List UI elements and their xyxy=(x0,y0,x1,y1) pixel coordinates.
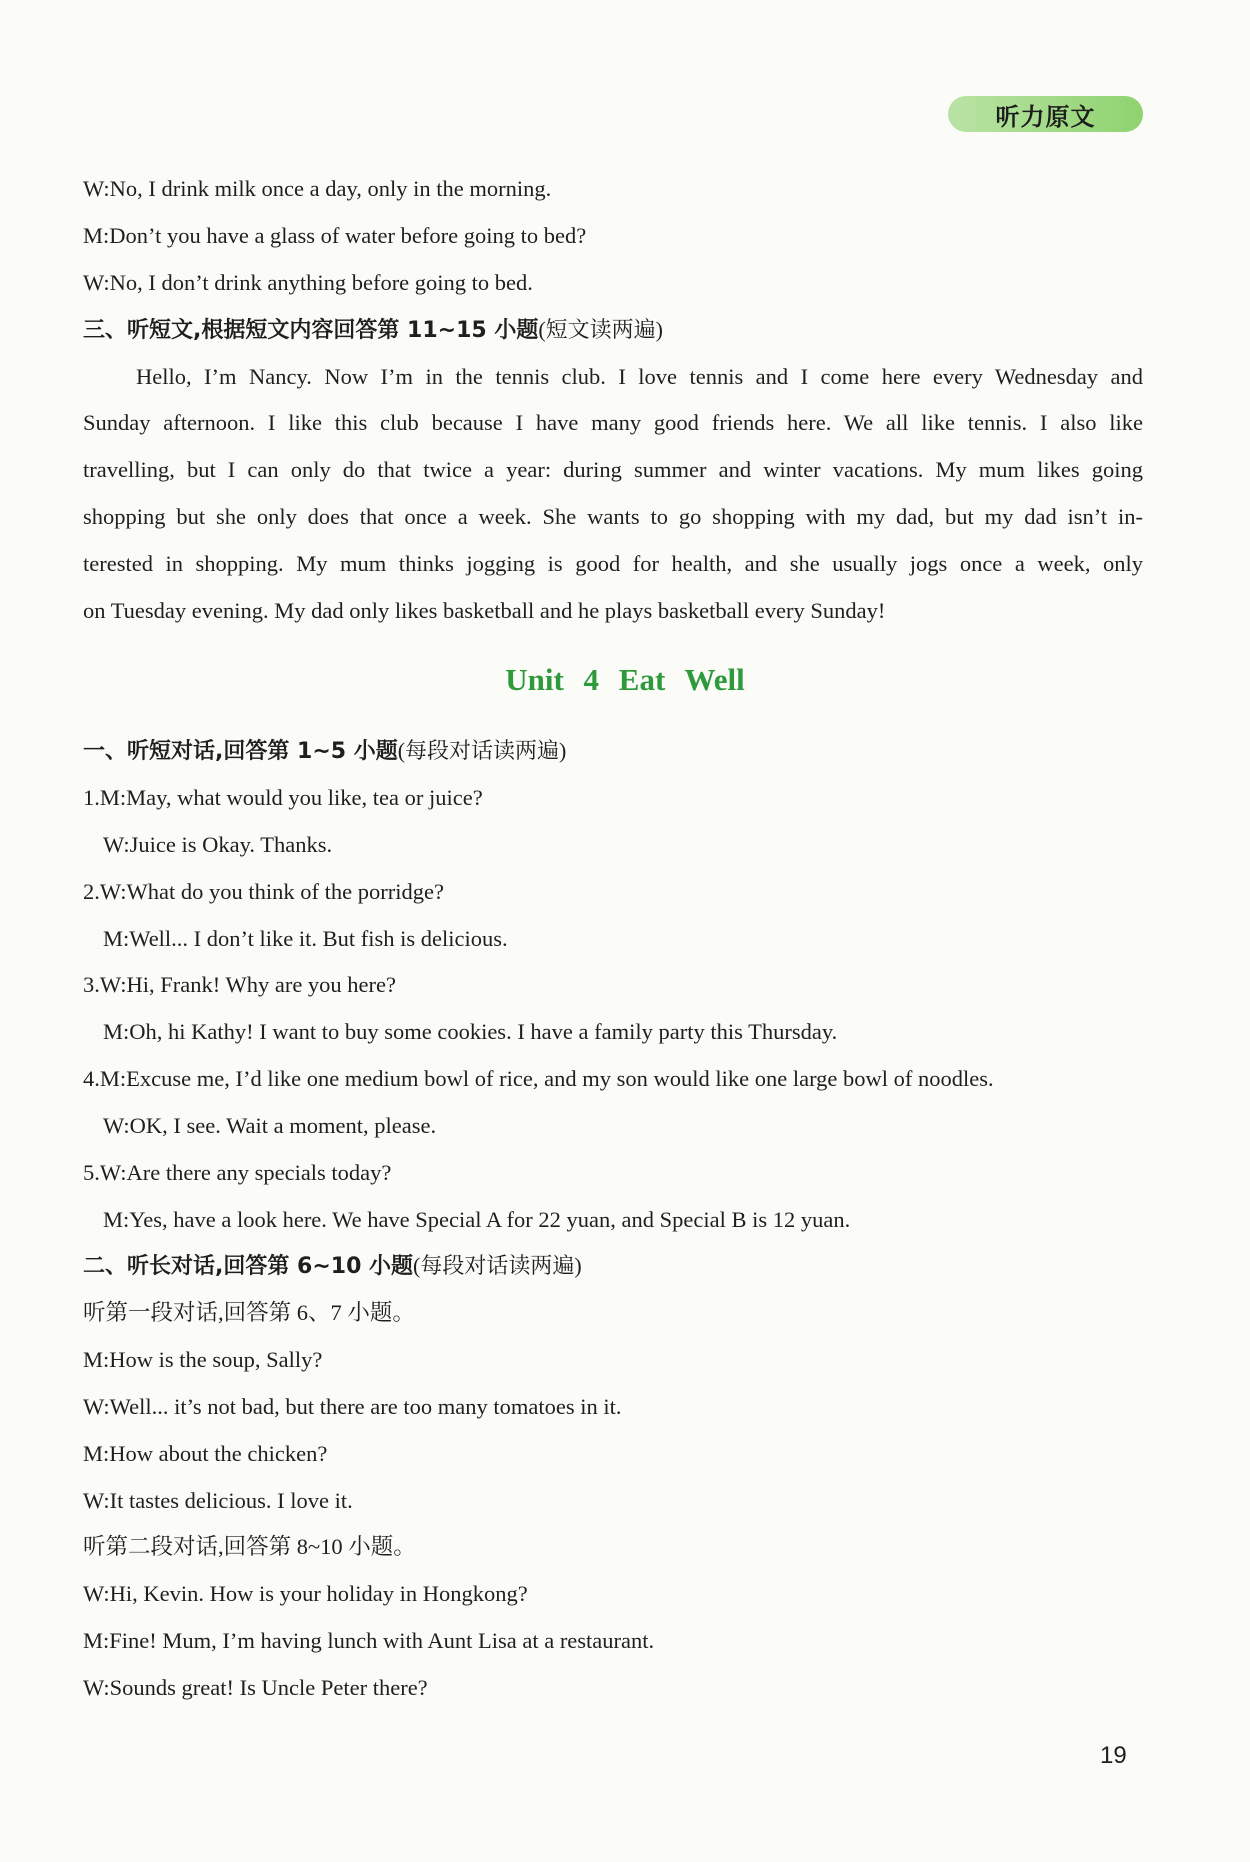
heading-text: 一、听短对话,回答第 1~5 小题 xyxy=(83,739,398,764)
text-line: W:No, I drink milk once a day, only in the morning. xyxy=(83,176,552,201)
dialogue-line: W:Hi, Kevin. How is your holiday in Hongkong? xyxy=(83,1581,528,1606)
dialogue-line: 4.M:Excuse me, I’d like one medium bowl of rice, and my son would like one large bowl of noodles. xyxy=(83,1066,994,1091)
section-heading-1 xyxy=(83,734,1143,769)
dialogue-line: M:How about the chicken? xyxy=(83,1441,328,1466)
heading-text: 三、听短文,根据短文内容回答第 11~15 小题 xyxy=(83,318,539,343)
dialogue-line: M:Yes, have a look here. We have Special A for 22 yuan, and Special B is 12 yuan. xyxy=(103,1207,851,1232)
dialogue-line: W:Well... it’s not bad, but there are too many tomatoes in it. xyxy=(83,1394,622,1419)
passage-line: shopping but she only does that once a week. She wants to go shopping with my dad, but my dad isn’t in- xyxy=(83,504,1143,529)
dialogue-line: W:OK, I see. Wait a moment, please. xyxy=(103,1113,437,1138)
passage-line: on Tuesday evening. My dad only likes basketball and he plays basketball every Sunday! xyxy=(83,598,886,623)
dialogue-line: 3.W:Hi, Frank! Why are you here? xyxy=(83,972,397,997)
heading-note: (每段对话读两遍) xyxy=(397,738,567,763)
heading-note: (短文读两遍) xyxy=(538,317,663,342)
dialogue-line: W:Juice is Okay. Thanks. xyxy=(103,832,333,857)
text-line: M:Don’t you have a glass of water before going to bed? xyxy=(83,223,587,248)
dialogue-line: M:How is the soup, Sally? xyxy=(83,1347,323,1372)
dialogue-line: 2.W:What do you think of the porridge? xyxy=(83,879,444,904)
dialogue-line: M:Fine! Mum, I’m having lunch with Aunt Lisa at a restaurant. xyxy=(83,1628,655,1653)
dialogue-line: M:Well... I don’t like it. But fish is delicious. xyxy=(103,926,508,951)
instruction-line: 听第二段对话,回答第 8~10 小题。 xyxy=(83,1534,416,1559)
heading-note: (每段对话读两遍) xyxy=(413,1253,582,1278)
section-heading-3 xyxy=(83,313,1143,348)
dialogue-line: W:Sounds great! Is Uncle Peter there? xyxy=(83,1675,428,1700)
instruction-line: 听第一段对话,回答第 6、7 小题。 xyxy=(83,1300,415,1325)
passage-line: terested in shopping. My mum thinks jogging is good for health, and she usually jogs once a week, only xyxy=(83,551,1143,576)
dialogue-line: 5.W:Are there any specials today? xyxy=(83,1160,392,1185)
dialogue-line: M:Oh, hi Kathy! I want to buy some cookies. I have a family party this Thursday. xyxy=(103,1019,838,1044)
section-heading-2 xyxy=(83,1249,1143,1284)
passage-line: travelling, but I can only do that twice a year: during summer and winter vacations. My mum likes going xyxy=(83,457,1143,482)
dialogue-line: 1.M:May, what would you like, tea or juice? xyxy=(83,785,483,810)
passage-line: Sunday afternoon. I like this club because I have many good friends here. We all like tennis. I also like xyxy=(83,410,1143,435)
section-badge: 听力原文 xyxy=(948,96,1143,132)
heading-text: 二、听长对话,回答第 6~10 小题 xyxy=(83,1254,414,1279)
text-line: W:No, I don’t drink anything before going to bed. xyxy=(83,270,533,295)
page-number: 19 xyxy=(1100,1742,1127,1769)
unit-title: Unit 4 Eat Well xyxy=(505,662,745,697)
dialogue-line: W:It tastes delicious. I love it. xyxy=(83,1488,353,1513)
passage-line: Hello, I’m Nancy. Now I’m in the tennis club. I love tennis and I come here every Wednesday and xyxy=(136,364,1143,389)
